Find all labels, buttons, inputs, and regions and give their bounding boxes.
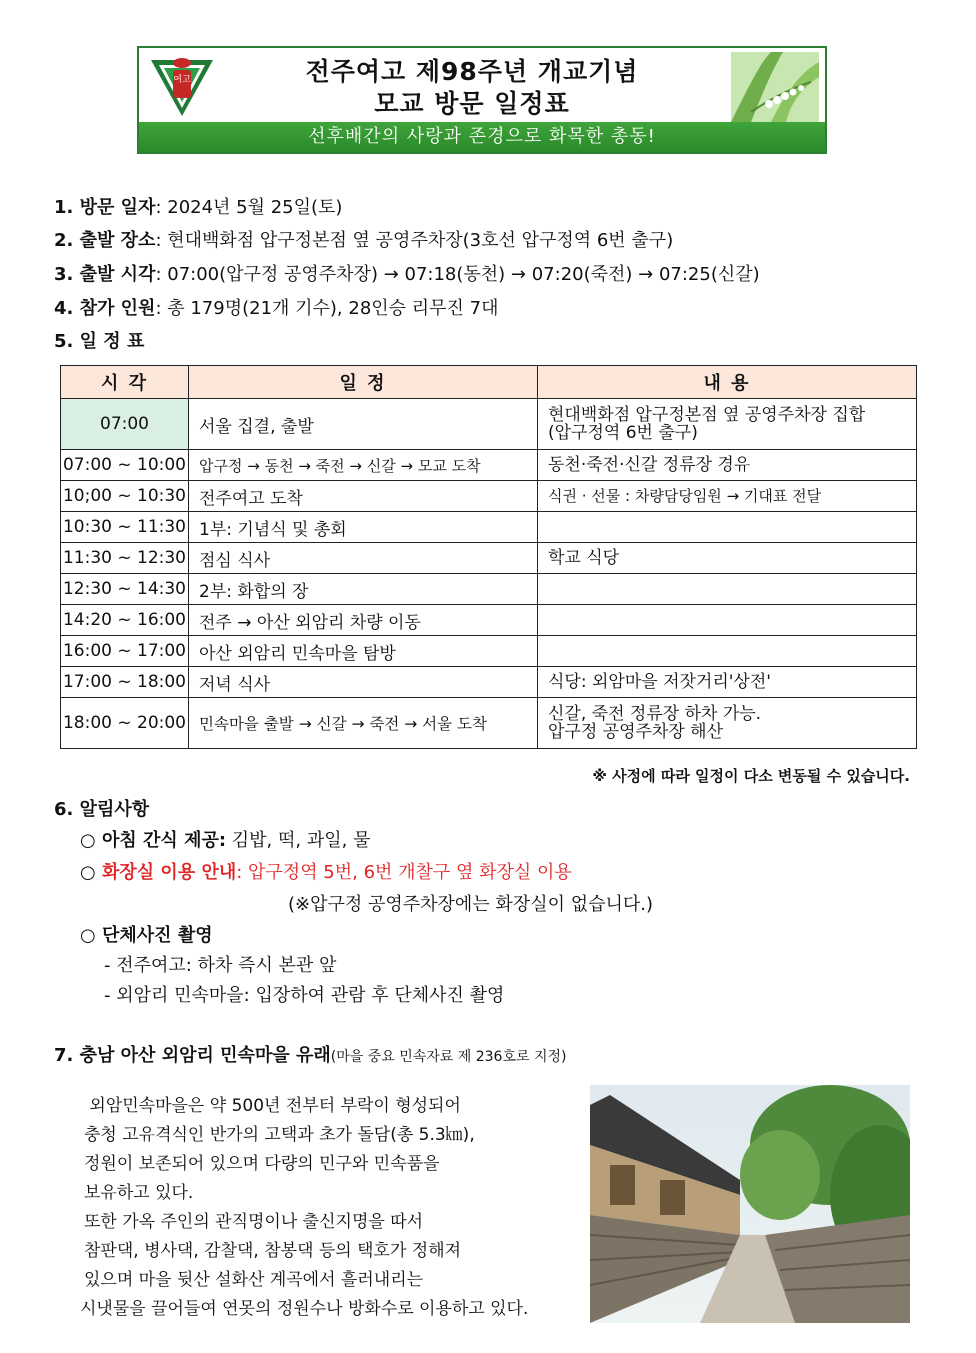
- table-row: 10:30 ~ 11:30 1부: 기념식 및 총회: [61, 512, 917, 543]
- lily-of-the-valley-image: [731, 52, 819, 122]
- table-row: 07:00 서울 집결, 출발 현대백화점 압구정본점 옆 공영주차장 집합 (압구정역 6번 출구): [61, 399, 917, 450]
- paragraph-line: 시냇물을 끌어들여 연못의 정원수나 방화수로 이용하고 있다.: [80, 1299, 529, 1319]
- table-row: 11:30 ~ 12:30 점심 식사 학교 식당: [61, 543, 917, 574]
- slogan-bar: 선후배간의 사랑과 존경으로 화목한 총동!: [139, 122, 825, 152]
- village-photo: [590, 1085, 910, 1323]
- svg-text:여고: 여고: [173, 75, 191, 85]
- header-banner: [137, 46, 827, 154]
- list-item: - 전주여고: 하차 즉시 본관 앞: [104, 955, 337, 976]
- paragraph-line: 외암민속마을은 약 500년 전부터 부락이 형성되어: [84, 1096, 461, 1116]
- paragraph-line: 있으며 마을 뒷산 설화산 계곡에서 흘러내리는: [84, 1270, 424, 1290]
- bullet-icon: ○: [80, 830, 96, 851]
- bullet-icon: ○: [80, 925, 96, 946]
- list-item: - 외암리 민속마을: 입장하여 관람 후 단체사진 촬영: [104, 985, 505, 1006]
- header-event: 일 정: [189, 366, 538, 399]
- notice-snack: ○ 아침 간식 제공: 김밥, 떡, 과일, 물: [80, 830, 371, 851]
- paragraph-line: 충청 고유격식인 반가의 고택과 초가 돌담(총 5.3㎞),: [84, 1125, 475, 1145]
- schedule-note: ※ 사정에 따라 일정이 다소 변동될 수 있습니다.: [592, 767, 910, 785]
- table-row: 16:00 ~ 17:00 아산 외암리 민속마을 탐방: [61, 636, 917, 667]
- table-row: 10;00 ~ 10:30 전주여고 도착 식권 · 선물 : 차량담당임원 → 기대표 전달: [61, 481, 917, 512]
- notice-group-photo: ○ 단체사진 촬영: [80, 925, 213, 946]
- table-row: 18:00 ~ 20:00 민속마을 출발 → 신갈 → 죽전 → 서울 도착 신갈, 죽전 정류장 하차 가능. 압구정 공영주차장 해산: [61, 698, 917, 749]
- notices-section-title: 6. 알림사항: [54, 799, 150, 820]
- title-line1: 전주여고 제98주년 개교기념: [305, 57, 639, 86]
- info-participants: 4. 참가 인원: 총 179명(21개 기수), 28인승 리무진 7대: [54, 298, 499, 319]
- table-row: 14:20 ~ 16:00 전주 → 아산 외암리 차량 이동: [61, 605, 917, 636]
- history-paragraph: [80, 1092, 574, 1324]
- title-block: [229, 56, 715, 120]
- table-header-row: [61, 366, 917, 399]
- info-departure-place: 2. 출발 장소: 현대백화점 압구정본점 옆 공영주차장(3호선 압구정역 6번 출구): [54, 230, 674, 251]
- bullet-icon: ○: [80, 862, 96, 883]
- info-departure-time: 3. 출발 시각: 07:00(압구정 공영주차장) → 07:18(동천) → 07:20(죽전) → 07:25(신갈): [54, 264, 760, 285]
- school-emblem-icon: [149, 56, 215, 118]
- info-visit-date: 1. 방문 일자: 2024년 5월 25일(토): [54, 197, 343, 218]
- history-section-title: 7. 충남 아산 외암리 민속마을 유래(마을 중요 민속자료 제 236호로 지정): [54, 1045, 567, 1066]
- title-line2: 모교 방문 일정표: [374, 89, 570, 118]
- table-row: 17:00 ~ 18:00 저녁 식사 식당: 외암마을 저잣거리'상전': [61, 667, 917, 698]
- notice-restroom: ○ 화장실 이용 안내: 압구정역 5번, 6번 개찰구 옆 화장실 이용: [80, 862, 572, 883]
- header-detail: 내 용: [538, 366, 917, 399]
- schedule-table: [60, 365, 917, 749]
- paragraph-line: 또한 가옥 주인의 관직명이나 출신지명을 따서: [84, 1212, 424, 1232]
- restroom-note: (※압구정 공영주차장에는 화장실이 없습니다.): [288, 894, 653, 915]
- table-row: 12:30 ~ 14:30 2부: 화합의 장: [61, 574, 917, 605]
- paragraph-line: 보유하고 있다.: [84, 1183, 194, 1203]
- header-time: 시 각: [61, 366, 189, 399]
- paragraph-line: 정원이 보존되어 있으며 다량의 민구와 민속품을: [84, 1154, 440, 1174]
- schedule-section-title: 5. 일 정 표: [54, 331, 145, 352]
- paragraph-line: 참판댁, 병사댁, 감찰댁, 참봉댁 등의 택호가 정해져: [84, 1241, 462, 1261]
- table-row: 07:00 ~ 10:00 압구정 → 동천 → 죽전 → 신갈 → 모교 도착 동천·죽전·신갈 정류장 경유: [61, 450, 917, 481]
